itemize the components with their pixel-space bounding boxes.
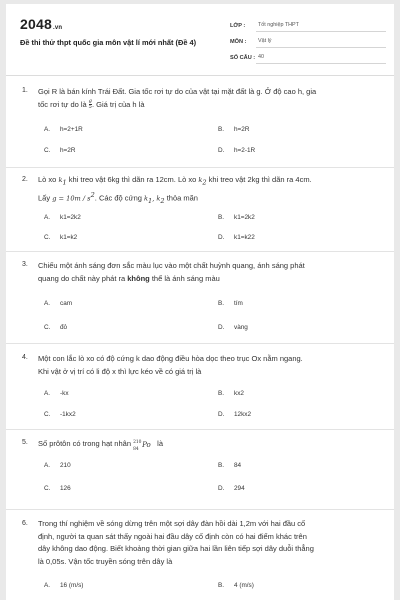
question-4 [6,344,394,430]
option-a[interactable]: A. h=2+1R [44,126,83,133]
question-text [38,260,382,285]
question-text [38,353,382,378]
option-d[interactable]: D. k1=k22 [218,234,255,241]
question-1 [6,84,394,168]
option-d[interactable]: D. 12kx2 [218,411,252,418]
meta-count-row [230,48,386,64]
nuclide-po210: 210 84 Po [133,440,151,453]
question-line: Khi vật ở vị trí có li độ x thì lực kéo về có giá trị là [38,366,202,376]
meta-subject-label: MÔN : [230,39,247,45]
question-3 [6,252,394,344]
question-number: 4. [22,354,28,361]
question-line: quang do chất này phát ra không thể là ánh sáng màu [38,273,220,283]
option-b[interactable]: B. 84 [218,462,242,469]
option-d[interactable]: D. vàng [218,324,248,331]
question-text [38,438,382,451]
question-number: 3. [22,261,28,268]
option-a[interactable]: A. 16 (m/s) [44,582,84,589]
question-number: 5. [22,439,28,446]
question-line: định, người ta quan sát thấy ngoài hai đầu dây cố định còn có hai điểm khác trên [38,531,307,541]
question-line: Trong thí nghiệm về sóng dừng trên một sợi dây đàn hồi dài 1,2m với hai đầu cố [38,519,306,528]
question-line: Chiếu một ánh sáng đơn sắc màu lục vào một chất huỳnh quang, ánh sáng phát [38,261,305,270]
question-2 [6,168,394,252]
exam-title: Đề thi thử thpt quốc gia môn vật lí mới nhất (Đề 4) [20,38,197,47]
option-a[interactable]: A. cam [44,300,73,307]
option-b[interactable]: B. k1=2k2 [218,214,255,221]
question-line: Một con lắc lò xo có độ cứng k dao động điều hòa dọc theo trục Ox nằm ngang. [38,354,303,363]
fraction-g-over-5: $\frac{g}{5}$ [88,98,92,111]
meta-count-label: SỐ CÂU : [230,55,256,61]
meta-class-label: LỚP : [230,23,246,29]
option-d[interactable]: D. 294 [218,485,245,492]
question-number: 1. [22,87,28,94]
option-a[interactable]: A. -kx [44,390,69,397]
option-a[interactable]: A. k1=2k2 [44,214,81,221]
option-c[interactable]: C. -1kx2 [44,411,76,418]
question-text [38,174,382,208]
site-logo[interactable]: 2048.vn [20,16,63,32]
question-line: Lò xo $k_1$ khi treo vật 6kg thì dãn ra 12cm. Lò xo $k_2$ khi treo vật 2kg thì dãn ra 4cm. [38,175,312,187]
question-line: là 0,05s. Vận tốc truyền sóng trên dây là [38,556,173,566]
question-line: Số prôtôn có trong hạt nhân 210 84 Po là [38,439,163,453]
meta-subject-value: Vật lý [256,38,386,48]
question-text [38,86,382,111]
exam-header [6,4,394,76]
question-line: Gọi R là bán kính Trái Đất. Gia tốc rơi tự do của vật tại mặt đất là g. Ở độ cao h, gia [38,87,317,96]
question-line: Lấy $g = 10m / s^2$. Các độ cứng $k_1$, $k_2$ thỏa mãn [38,191,198,205]
question-line: dây không dao động. Biết khoảng thời gian giữa hai lần liên tiếp sợi dây duỗi thẳng [38,544,314,553]
question-text [38,518,382,568]
option-c[interactable]: C. đỏ [44,324,68,331]
meta-count-value: 40 [256,54,386,64]
question-5 [6,430,394,510]
option-d[interactable]: D. h=2-1R [218,147,256,154]
option-b[interactable]: B. tím [218,300,243,307]
option-b[interactable]: B. 4 (m/s) [218,582,254,589]
question-number: 2. [22,176,28,183]
meta-subject-row [230,32,386,48]
meta-class-row [230,16,386,32]
option-b[interactable]: B. h=2R [218,126,250,133]
question-line: tốc rơi tự do là $\frac{g}{5}$ . Giá trị của h là [38,98,145,111]
question-6 [6,510,394,600]
question-number: 6. [22,520,28,527]
exam-meta [230,16,386,64]
option-b[interactable]: B. kx2 [218,390,244,397]
option-c[interactable]: C. k1=k2 [44,234,78,241]
option-c[interactable]: C. 126 [44,485,71,492]
option-a[interactable]: A. 210 [44,462,71,469]
exam-page [6,4,394,600]
meta-class-value: Tốt nghiệp THPT [256,22,386,32]
option-c[interactable]: C. h=2R [44,147,76,154]
